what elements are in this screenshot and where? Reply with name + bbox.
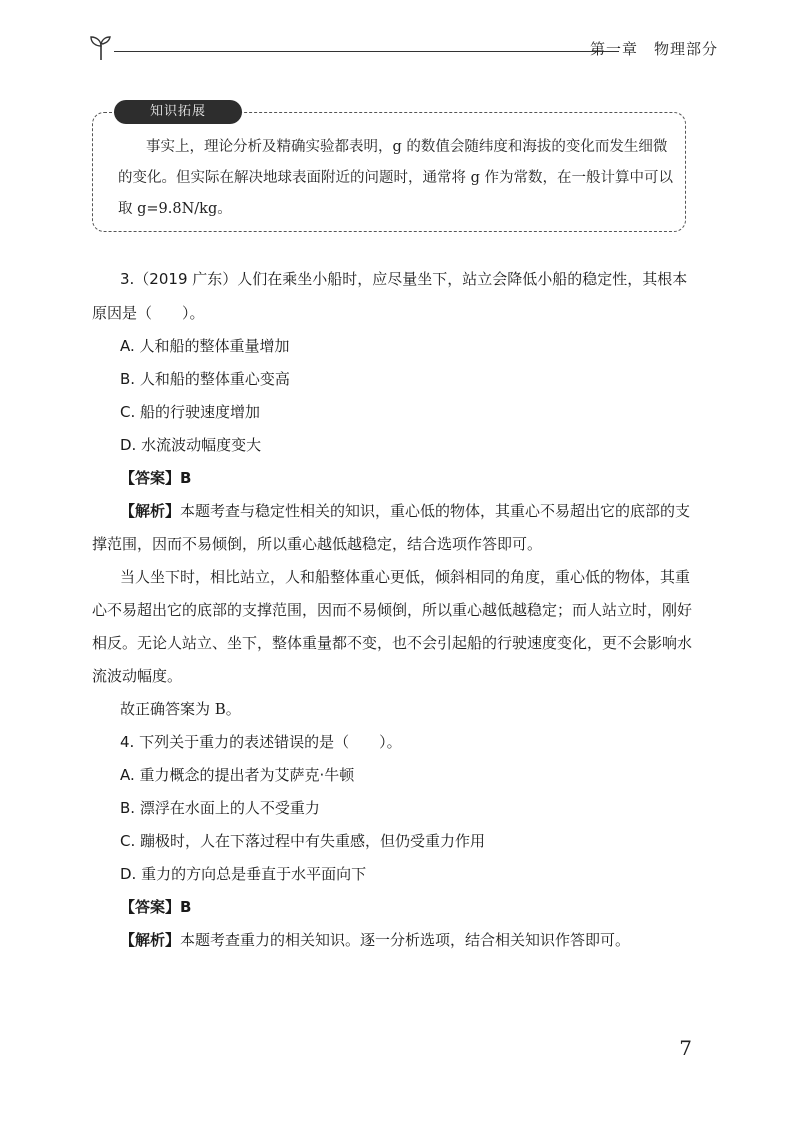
question-4-answer [92, 891, 698, 924]
answer-label: 【答案】 [120, 898, 181, 916]
note-text: 事实上，理论分析及精确实验都表明，g 的数值会随纬度和海拔的变化而发生细微的变化。但实际在解决地球表面附近的问题时，通常将 g 作为常数，在一般计算中可以取 g=9.8N/kg。 [118, 139, 673, 217]
question-4-option-b: B. 漂浮在水面上的人不受重力 [120, 799, 320, 817]
question-3-option-a: A. 人和船的整体重量增加 [120, 337, 290, 355]
question-4-option-a: A. 重力概念的提出者为艾萨克·牛顿 [120, 766, 355, 784]
question-4-option-d: D. 重力的方向总是垂直于水平面向下 [120, 865, 367, 883]
analysis-label: 【解析】 [120, 931, 181, 949]
question-4-stem: 4. 下列关于重力的表述错误的是（ ）。 [120, 733, 402, 751]
question-3-option-b: B. 人和船的整体重心变高 [120, 370, 290, 388]
analysis-label: 【解析】 [120, 502, 181, 520]
question-3-option-d: D. 水流波动幅度变大 [120, 436, 262, 454]
page-header [88, 32, 718, 72]
analysis-text: 本题考查重力的相关知识。逐一分析选项，结合相关知识作答即可。 [180, 931, 631, 949]
analysis-text: 本题考查与稳定性相关的知识，重心低的物体，其重心不易超出它的底部的支撑范围，因而不易倾倒，所以重心越低越稳定，结合选项作答即可。 [92, 502, 691, 553]
header-rule [114, 51, 619, 52]
sprout-icon [88, 32, 114, 62]
question-3-option-c: C. 船的行驶速度增加 [120, 403, 261, 421]
question-4-analysis [92, 924, 698, 957]
main-content [92, 262, 698, 957]
question-4-option-c: C. 蹦极时，人在下落过程中有失重感，但仍受重力作用 [120, 832, 486, 850]
page-number: 7 [679, 1036, 692, 1060]
answer-value: B [180, 469, 192, 487]
note-badge: 知识拓展 [114, 100, 242, 124]
question-3-conclusion: 故正确答案为 B。 [120, 700, 241, 718]
chapter-title: 第一章 物理部分 [589, 40, 718, 58]
answer-value: B [180, 898, 192, 916]
question-3-answer [92, 462, 698, 495]
answer-label: 【答案】 [120, 469, 181, 487]
question-3-explanation: 当人坐下时，相比站立，人和船整体重心更低，倾斜相同的角度，重心低的物体，其重心不易超出它的底部的支撑范围，因而不易倾倒，所以重心越低越稳定；而人站立时，刚好相反。无论人站立、坐下，整体重量都不变，也不会引起船的行驶速度变化，更不会影响水流波动幅度。 [92, 568, 693, 685]
question-3-stem: 3.（2019 广东）人们在乘坐小船时，应尽量坐下，站立会降低小船的稳定性，其根本原因是（ ）。 [92, 270, 688, 322]
question-3-analysis [92, 495, 698, 561]
